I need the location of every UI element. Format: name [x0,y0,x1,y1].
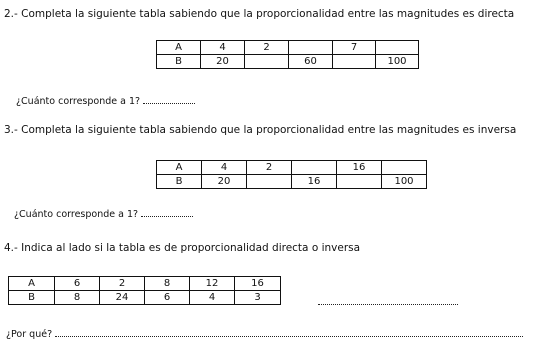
q4-row-header: B [9,291,55,305]
q2-question-text: ¿Cuánto corresponde a 1? [16,96,141,107]
q3-cell: 4 [202,161,247,175]
q2-cell[interactable] [376,41,419,55]
q2-row-header: B [157,55,201,69]
q4-why-answer-line[interactable] [55,328,523,337]
q3-cell: 20 [202,175,247,189]
q3-cell[interactable] [382,161,427,175]
q3-question [14,208,193,220]
q3-table [156,160,427,189]
q2-cell: 100 [376,55,419,69]
q4-cell: 6 [55,277,100,291]
q3-question-text: ¿Cuánto corresponde a 1? [14,209,139,220]
q3-cell[interactable] [247,175,292,189]
q4-type-answer-line[interactable] [318,296,458,305]
q4-cell: 3 [235,291,281,305]
q2-question [16,95,195,107]
q3-answer-line[interactable] [141,208,193,217]
q4-cell: 8 [145,277,190,291]
q3-row-header: A [157,161,202,175]
q4-cell: 6 [145,291,190,305]
q2-cell[interactable] [245,55,289,69]
q2-cell: 60 [289,55,333,69]
q2-answer-line[interactable] [143,95,195,104]
q4-cell: 8 [55,291,100,305]
q4-title: 4.- Indica al lado si la tabla es de proporcionalidad directa o inversa [4,242,361,254]
q2-cell[interactable] [289,41,333,55]
q3-cell[interactable] [337,175,382,189]
q2-row-header: A [157,41,201,55]
q3-cell: 16 [337,161,382,175]
q3-cell: 2 [247,161,292,175]
q4-cell: 16 [235,277,281,291]
q3-title: 3.- Completa la siguiente tabla sabiendo que la proporcionalidad entre las magnitudes es inversa [4,124,517,136]
q3-cell: 100 [382,175,427,189]
q3-row-header: B [157,175,202,189]
q3-cell: 16 [292,175,337,189]
q4-why-text: ¿Por qué? [6,329,53,340]
q2-cell: 7 [333,41,376,55]
q4-cell: 24 [100,291,145,305]
q4-why [6,328,523,340]
q2-cell[interactable] [333,55,376,69]
q2-cell: 20 [201,55,245,69]
q3-row-b [157,175,427,189]
q4-cell: 2 [100,277,145,291]
q4-row-header: A [9,277,55,291]
q4-table [8,276,281,305]
q4-cell: 12 [190,277,235,291]
q2-title: 2.- Completa la siguiente tabla sabiendo que la proporcionalidad entre las magnitudes es directa [4,8,515,20]
q4-cell: 4 [190,291,235,305]
q3-cell[interactable] [292,161,337,175]
q2-cell: 2 [245,41,289,55]
q2-table [156,40,419,69]
q2-cell: 4 [201,41,245,55]
q4-row-a [9,277,281,291]
q4-row-b [9,291,281,305]
q2-row-b [157,55,419,69]
q3-row-a [157,161,427,175]
q2-row-a [157,41,419,55]
